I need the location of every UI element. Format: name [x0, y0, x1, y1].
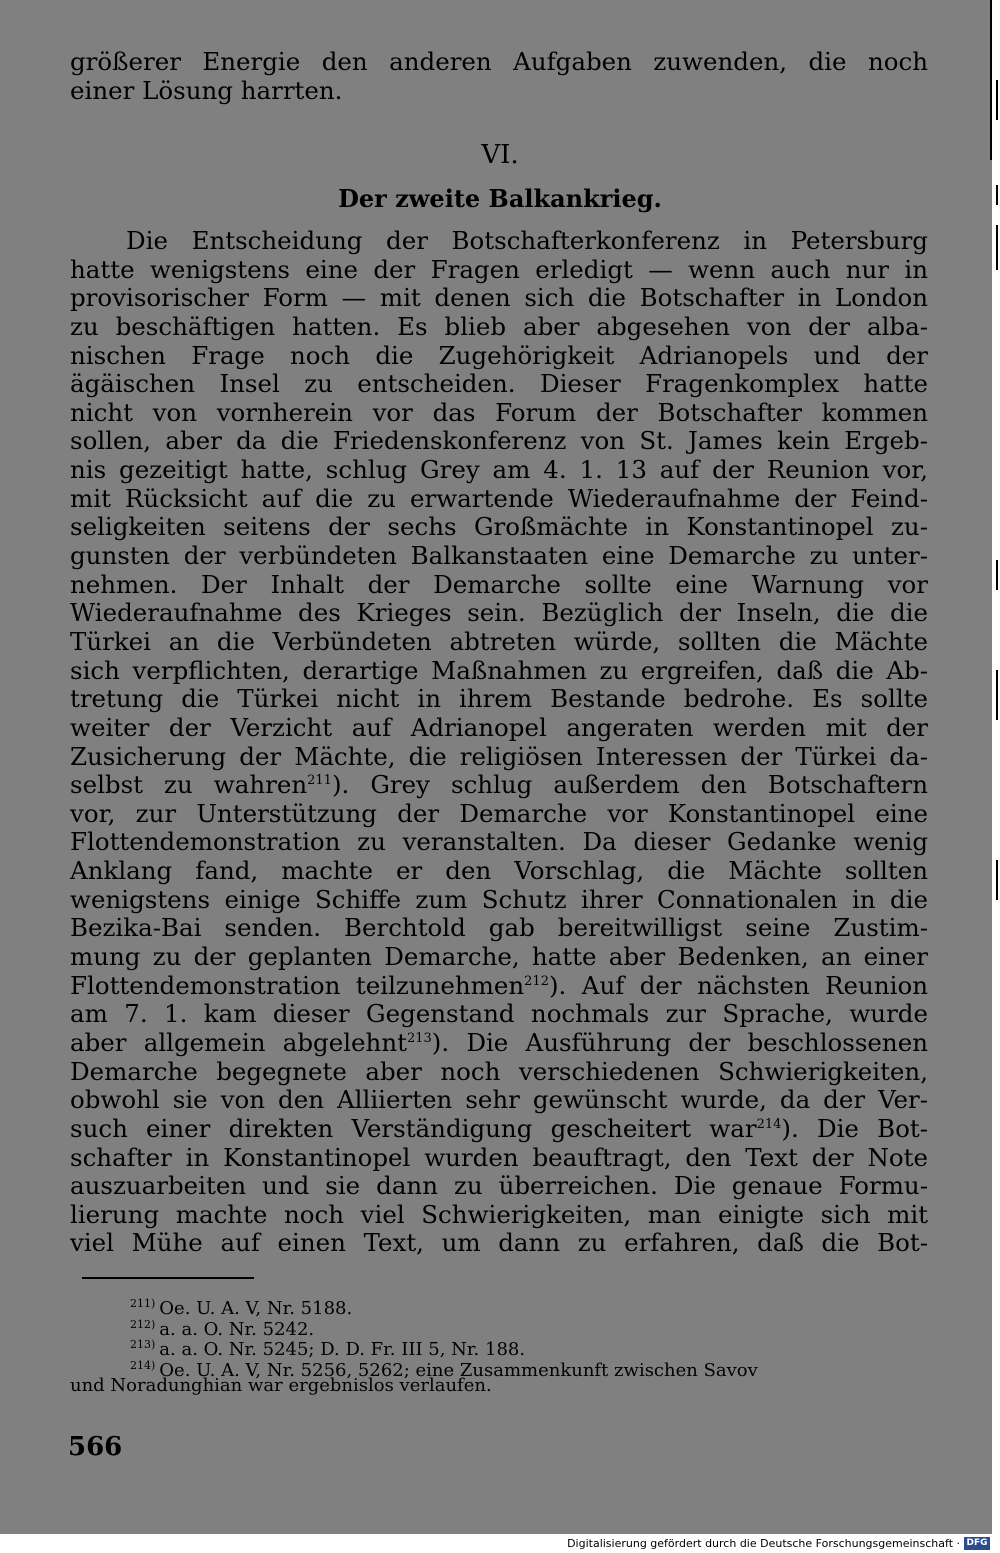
text-line-with-footnote [70, 972, 928, 1001]
footnote-text: Oe. U. A. V, Nr. 5188. [159, 1298, 353, 1319]
intro-paragraph [70, 48, 928, 105]
footnote-mark: 213) [130, 1338, 156, 1351]
text-segment: ). Die Ausführung der beschlossenen [431, 1028, 928, 1057]
dfg-logo: DFG [964, 1537, 990, 1550]
footnote-211 [70, 1294, 930, 1319]
text-line: vor, zur Unterstützung der Demarche vor Konstantinopel eine [70, 799, 928, 828]
text-line: viel Mühe auf einen Text, um dann zu erfahren, daß die Bot- [70, 1229, 928, 1258]
footnote-text: Oe. U. A. V, Nr. 5256, 5262; eine Zusammenkunft zwischen Savov [159, 1359, 758, 1381]
text-line: auszuarbeiten und sie dann zu überreichen. Die genaue Formu- [70, 1172, 928, 1201]
text-line: ägäischen Insel zu entscheiden. Dieser Fragenkomplex hatte [70, 370, 928, 399]
text-line-with-footnote [70, 1115, 928, 1144]
text-segment: such einer direkten Verständigung gescheitert war [70, 1114, 757, 1143]
text-line: sich verpflichten, derartige Maßnahmen zu ergreifen, daß die Ab- [70, 656, 928, 685]
page-number: 566 [68, 1432, 123, 1462]
text-line: größerer Energie den anderen Aufgaben zuwenden, die noch [70, 48, 928, 76]
text-line: nis gezeitigt hatte, schlug Grey am 4. 1. 13 auf der Reunion vor, [70, 456, 928, 485]
right-edge-mark [996, 670, 998, 720]
text-line: zu beschäftigen hatten. Es blieb aber abgesehen von der alba- [70, 312, 928, 341]
body-paragraph [70, 227, 928, 1258]
text-segment: ). Auf der nächsten Reunion [548, 971, 928, 1000]
text-line: hatte wenigstens eine der Fragen erledigt — wenn auch nur in [70, 255, 928, 284]
text-line: Demarche begegnete aber noch verschiedenen Schwierigkeiten, [70, 1057, 928, 1086]
text-line: Bezika-Bai senden. Berchtold gab bereitwilligst seine Zustim- [70, 914, 928, 943]
right-edge-mark [996, 860, 998, 900]
footnote-text: a. a. O. Nr. 5242. [159, 1318, 315, 1340]
footnote-ref-211: 211 [307, 773, 332, 789]
text-line: Die Entscheidung der Botschafterkonferenz in Petersburg [126, 227, 928, 255]
footnote-213 [70, 1335, 930, 1360]
text-line: nicht von vornherein vor das Forum der Botschafter kommen [70, 398, 928, 427]
footnote-continuation: und Noradunghian war ergebnislos verlaufen. [70, 1375, 492, 1396]
footnote-divider [82, 1277, 254, 1279]
text-line: Türkei an die Verbündeten abtreten würde, sollten die Mächte [70, 627, 928, 656]
text-line: seligkeiten seitens der sechs Großmächte in Konstantinopel zu- [70, 513, 928, 542]
text-line: Flottendemonstration zu veranstalten. Da dieser Gedanke wenig [70, 828, 928, 857]
text-line: wenigstens einige Schiffe zum Schutz ihrer Connationalen in die [70, 885, 928, 914]
footnote-214 [70, 1356, 930, 1381]
text-line: einer Lösung harrten. [70, 76, 343, 105]
footnote-text: a. a. O. Nr. 5245; D. D. Fr. III 5, Nr. 188. [159, 1339, 526, 1360]
text-line: provisorischer Form — mit denen sich die Botschafter in London [70, 284, 928, 313]
text-line: schafter in Konstantinopel wurden beauftragt, den Text der Note [70, 1143, 928, 1172]
footnote-212 [70, 1315, 930, 1340]
text-segment: aber allgemein abgelehnt [70, 1028, 407, 1057]
text-segment: ). Grey schlug außerdem den Botschaftern [331, 771, 928, 800]
section-number: VI. [481, 140, 519, 170]
text-line: Wiederaufnahme des Krieges sein. Bezüglich der Inseln, die die [70, 599, 928, 628]
section-title: Der zweite Balkankrieg. [338, 184, 662, 213]
text-line-with-footnote [70, 771, 928, 800]
text-line: sollen, aber da die Friedenskonferenz von St. James kein Ergeb- [70, 427, 928, 456]
text-segment: ). Die Bot- [781, 1114, 928, 1143]
footnote-ref-213: 213 [406, 1030, 432, 1046]
text-line: mit Rücksicht auf die zu erwartende Wiederaufnahme der Feind- [70, 484, 928, 513]
footnote-mark: 211) [130, 1297, 156, 1310]
text-line: Zusicherung der Mächte, die religiösen Interessen der Türkei da- [70, 742, 928, 771]
footnote-ref-214: 214 [756, 1116, 782, 1132]
text-line: mung zu der geplanten Demarche, hatte aber Bedenken, an einer [70, 943, 928, 972]
right-edge-mark [996, 80, 998, 120]
text-line: lierung machte noch viel Schwierigkeiten, man einigte sich mit [70, 1200, 928, 1229]
text-segment: selbst zu wahren [70, 771, 308, 800]
text-segment: Flottendemonstration teilzunehmen [70, 971, 525, 1000]
footnote-mark: 212) [130, 1317, 156, 1331]
text-line: am 7. 1. kam dieser Gegenstand nochmals zur Sprache, wurde [70, 1000, 928, 1029]
right-edge-mark [996, 560, 998, 590]
text-line-with-footnote [70, 1029, 928, 1058]
text-line: gunsten der verbündeten Balkanstaaten eine Demarche zu unter- [70, 542, 928, 571]
digitization-credit: Digitalisierung gefördert durch die Deutsche Forschungsgemeinschaft · [567, 1537, 960, 1550]
text-line: Anklang fand, machte er den Vorschlag, die Mächte sollten [70, 857, 928, 886]
text-line: obwohl sie von den Alliierten sehr gewünscht wurde, da der Ver- [70, 1086, 928, 1115]
text-line: tretung die Türkei nicht in ihrem Bestande bedrohe. Es sollte [70, 685, 928, 714]
footnote-ref-212: 212 [524, 973, 549, 989]
text-line: weiter der Verzicht auf Adrianopel angeraten werden mit der [70, 713, 928, 742]
text-line: nehmen. Der Inhalt der Demarche sollte eine Warnung vor [70, 570, 928, 599]
footnotes [70, 1294, 930, 1397]
text-line: nischen Frage noch die Zugehörigkeit Adrianopels und der [70, 341, 928, 370]
footnote-mark: 214) [130, 1358, 156, 1372]
right-edge-line [990, 0, 992, 160]
right-edge-mark [996, 225, 998, 270]
